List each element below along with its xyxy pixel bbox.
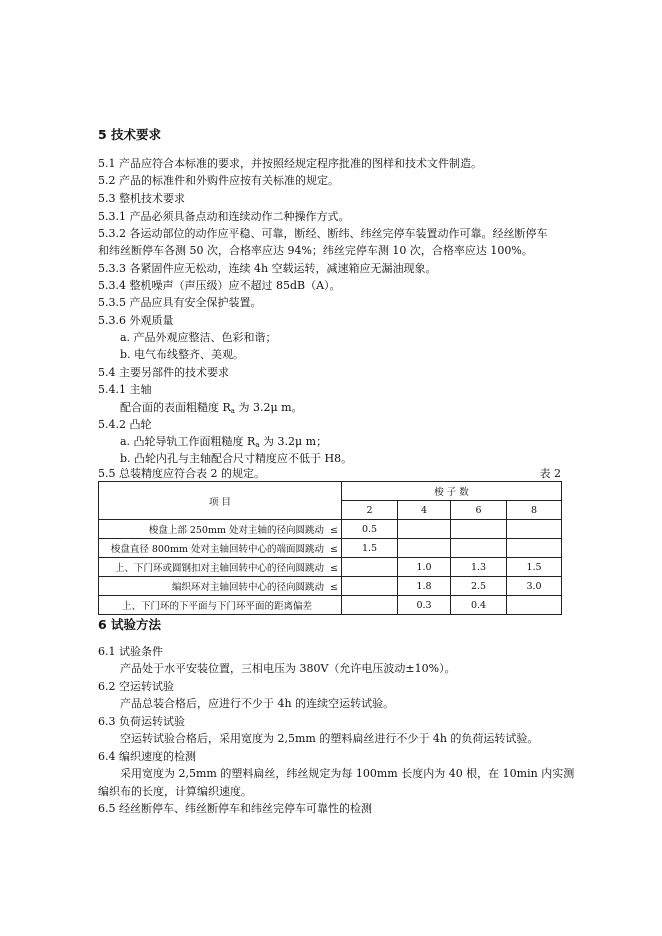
table-count-col: 8	[507, 501, 562, 520]
clause-5-3-3: 5.3.3 各紧固件应无松动，连续 4h 空载运转，减速箱应无漏油现象。	[98, 262, 437, 275]
roughness-text-prefix: 配合面的表面粗糙度 R	[120, 401, 231, 414]
clause-5-3-6-a: a. 产品外观应整洁、色彩和谐；	[120, 331, 277, 344]
clause-5-5	[98, 467, 561, 481]
table-cell	[507, 539, 562, 558]
clause-5-4-2-a	[120, 435, 327, 452]
table-row-item: 梭盘直径 800mm 处对主轴回转中心的端面圆跳动 ≤	[99, 539, 342, 558]
table-2-label: 表 2	[539, 467, 561, 480]
clause-5-3-2-line1: 5.3.2 各运动部位的动作应平稳、可靠，断经、断纬、纬丝完停车装置动作可靠。经丝断停车	[98, 227, 548, 240]
clause-6-2: 6.2 空运转试验	[98, 680, 174, 693]
table-row-item: 上、下门环或圆钢扣对主轴回转中心的径向圆跳动 ≤	[99, 558, 342, 577]
clause-6-4-text-line2: 编织布的长度，计算编织速度。	[98, 785, 252, 798]
table-cell	[507, 520, 562, 539]
clause-5-4-2: 5.4.2 凸轮	[98, 418, 152, 431]
cam-roughness-prefix: a. 凸轮导轨工作面粗糙度 R	[120, 435, 256, 448]
table-cell	[507, 596, 562, 615]
table-row	[99, 520, 562, 539]
table-cell: 0.3	[398, 596, 451, 615]
clause-5-5-text: 5.5 总装精度应符合表 2 的规定。	[98, 467, 265, 480]
roughness-subscript: a	[230, 407, 235, 415]
table-header-shuttle-count: 梭 子 数	[342, 482, 562, 501]
clause-5-3-6: 5.3.6 外观质量	[98, 314, 174, 327]
roughness-text-suffix: 为 3.2μ m。	[234, 401, 303, 414]
table-cell	[451, 520, 507, 539]
section-5-heading: 5 技术要求	[98, 127, 162, 142]
table-cell	[342, 558, 398, 577]
table-cell	[398, 539, 451, 558]
table-cell	[342, 577, 398, 596]
table-cell	[342, 596, 398, 615]
clause-5-3-4: 5.3.4 整机噪声（声压级）应不超过 85dB（A）。	[98, 279, 341, 292]
clause-5-4-1: 5.4.1 主轴	[98, 383, 152, 396]
table-header-item: 项 目	[99, 482, 342, 520]
table-cell: 0.4	[451, 596, 507, 615]
clause-5-3-6-b: b. 电气布线整齐、美观。	[120, 348, 245, 361]
table-cell: 1.5	[507, 558, 562, 577]
table-cell: 2.5	[451, 577, 507, 596]
table-cell: 1.8	[398, 577, 451, 596]
clause-6-1: 6.1 试验条件	[98, 645, 163, 658]
table-2	[98, 481, 562, 615]
clause-5-2: 5.2 产品的标准件和外购件应按有关标准的规定。	[98, 174, 339, 187]
table-row	[99, 539, 562, 558]
table-row-item: 编织环对主轴回转中心的径向圆跳动 ≤	[99, 577, 342, 596]
table-cell	[451, 539, 507, 558]
clause-5-3-5: 5.3.5 产品应具有安全保护装置。	[98, 296, 262, 309]
table-count-col: 6	[451, 501, 507, 520]
clause-5-3-1: 5.3.1 产品必须具备点动和连续动作二种操作方式。	[98, 210, 350, 223]
clause-6-2-text: 产品总装合格后，应进行不少于 4h 的连续空运转试验。	[120, 697, 395, 710]
table-row	[99, 558, 562, 577]
clause-5-4-2-b: b. 凸轮内孔与主轴配合尺寸精度应不低于 H8。	[120, 452, 353, 465]
section-6-heading: 6 试验方法	[98, 617, 162, 632]
clause-6-3-text: 空运转试验合格后，采用宽度为 2,5mm 的塑料扁丝进行不少于 4h 的负荷运转试验。	[120, 732, 539, 745]
clause-6-4-text-line1: 采用宽度为 2,5mm 的塑料扁丝，纬丝规定为每 100mm 长度内为 40 根，在 10min 内实测	[120, 767, 575, 780]
cam-roughness-subscript: a	[255, 441, 260, 449]
cam-roughness-suffix: 为 3.2μ m；	[259, 435, 328, 448]
table-row-item: 梭盘上部 250mm 处对主轴的径向圆跳动 ≤	[99, 520, 342, 539]
table-count-col: 4	[398, 501, 451, 520]
clause-6-4: 6.4 编织速度的检测	[98, 750, 196, 763]
clause-6-5: 6.5 经丝断停车、纬丝断停车和纬丝完停车可靠性的检测	[98, 802, 372, 815]
table-cell: 0.5	[342, 520, 398, 539]
table-cell: 1.0	[398, 558, 451, 577]
table-row-item: 上、下门环的下平面与下门环平面的距离偏差	[99, 596, 342, 615]
table-row	[99, 596, 562, 615]
table-cell: 1.5	[342, 539, 398, 558]
clause-6-1-text: 产品处于水平安装位置，三相电压为 380V（允许电压波动±10%）。	[120, 662, 456, 675]
table-cell	[398, 520, 451, 539]
clause-5-4: 5.4 主要另部件的技术要求	[98, 366, 229, 379]
table-count-col: 2	[342, 501, 398, 520]
table-row	[99, 577, 562, 596]
clause-5-1: 5.1 产品应符合本标准的要求，并按照经规定程序批准的图样和技术文件制造。	[98, 157, 482, 170]
table-cell: 3.0	[507, 577, 562, 596]
clause-5-3-2-line2: 和纬丝断停车各测 50 次，合格率应达 94%；纬丝完停车测 10 次，合格率应达 100%。	[98, 244, 533, 257]
clause-5-4-1-text	[120, 401, 303, 418]
table-cell: 1.3	[451, 558, 507, 577]
clause-6-3: 6.3 负荷运转试验	[98, 715, 185, 728]
clause-5-3: 5.3 整机技术要求	[98, 192, 185, 205]
